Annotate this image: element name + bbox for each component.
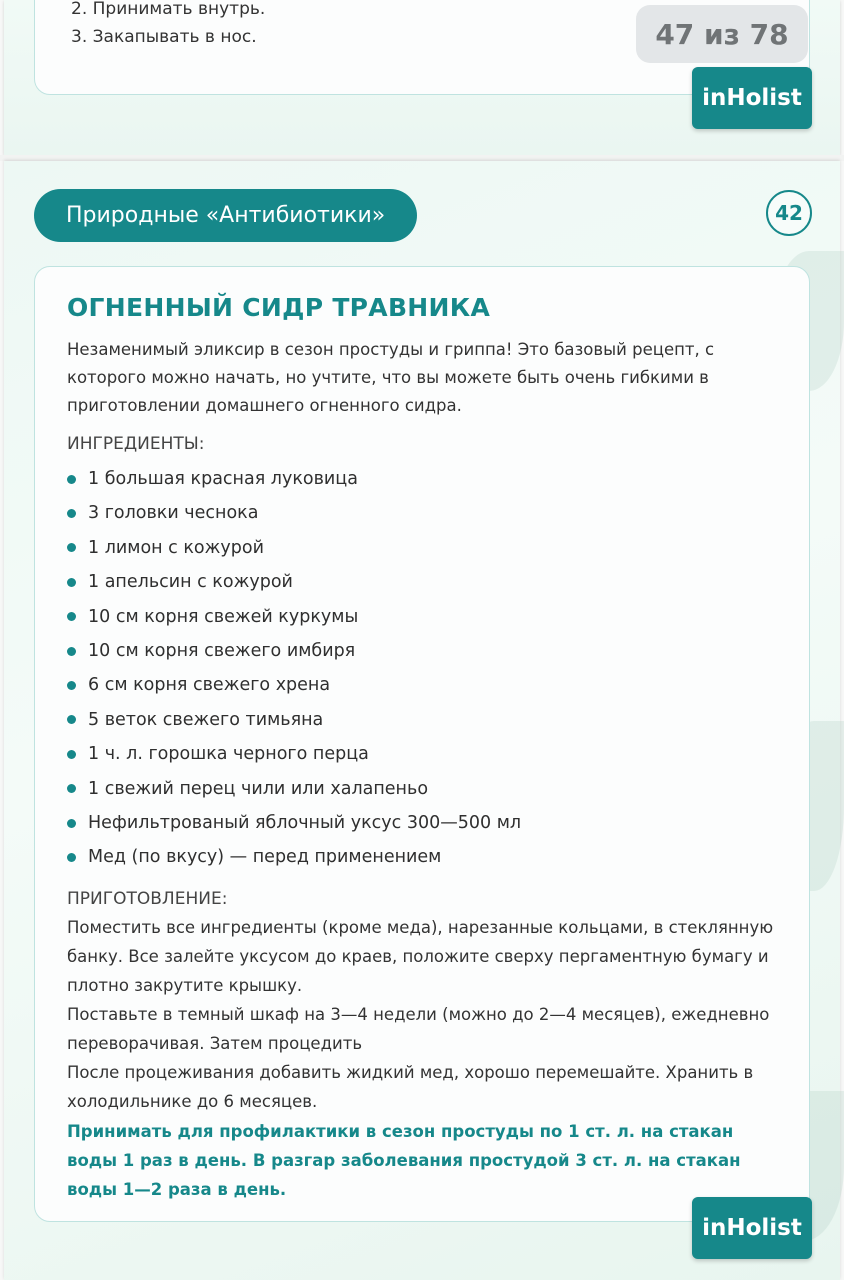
bullet-icon — [67, 543, 76, 552]
brand-logo: inHolist — [692, 67, 812, 129]
bullet-icon — [67, 819, 76, 828]
bullet-icon — [67, 853, 76, 862]
list-item: Нефильтрованый яблочный уксус 300—500 мл — [67, 806, 777, 840]
bullet-icon — [67, 647, 76, 656]
preparation-step: После процеживания добавить жидкий мед, хорошо перемешайте. Хранить в холодильнике до 6 месяцев. — [67, 1062, 754, 1111]
bullet-icon — [67, 578, 76, 587]
list-item: 2. Принимать внутрь. — [71, 0, 266, 19]
list-item: 10 см корня свежей куркумы — [67, 600, 777, 634]
list-item: 1 большая красная луковица — [67, 462, 777, 496]
bullet-icon — [67, 475, 76, 484]
bullet-icon — [67, 750, 76, 759]
dosage-instructions: Принимать для профилактики в сезон простуды по 1 ст. л. на стакан воды 1 раз в день. В разгар заболевания простудой 3 ст. л. на стакан воды 1—2 раза в день. — [67, 1121, 741, 1199]
recipe-card — [34, 266, 810, 1222]
recipe-intro: Незаменимый эликсир в сезон простуды и гриппа! Это базовый рецепт, с которого можно начать, но учтите, что вы можете быть очень гибкими в приготовлении домашнего огненного сидра. — [67, 340, 715, 415]
list-item: 3. Закапывать в нос. — [71, 27, 257, 47]
bullet-icon — [67, 612, 76, 621]
list-item: Мед (по вкусу) — перед применением — [67, 840, 777, 874]
page-counter: 47 из 78 — [636, 5, 808, 63]
ingredients-list — [67, 462, 777, 875]
section-title: Природные «Антибиотики» — [34, 189, 417, 242]
recipe-page — [4, 161, 840, 1280]
bullet-icon — [67, 509, 76, 518]
ingredients-heading: ИНГРЕДИЕНТЫ: — [67, 434, 205, 454]
preparation-step: Поставьте в темный шкаф на 3—4 недели (можно до 2—4 месяцев), ежедневно переворачивая. Затем процедить — [67, 1004, 770, 1053]
bullet-icon — [67, 784, 76, 793]
brand-logo: inHolist — [692, 1197, 812, 1259]
preparation-heading: ПРИГОТОВЛЕНИЕ: — [67, 888, 228, 909]
bullet-icon — [67, 715, 76, 724]
page-number: 42 — [766, 190, 812, 236]
previous-usage-list — [71, 0, 265, 51]
list-item: 6 см корня свежего хрена — [67, 668, 777, 702]
list-item: 1 апельсин с кожурой — [67, 565, 777, 599]
list-item: 3 головки чеснока — [67, 496, 777, 530]
list-item: 1 свежий перец чили или халапеньо — [67, 772, 777, 806]
list-item: 1 лимон с кожурой — [67, 531, 777, 565]
preparation-step: Поместить все ингредиенты (кроме меда), нарезанные кольцами, в стеклянную банку. Все залейте уксусом до краев, положите сверху пергаментную бумагу и плотно закрутите крышку. — [67, 917, 774, 995]
list-item: 1 ч. л. горошка черного перца — [67, 737, 777, 771]
list-item: 5 веток свежего тимьяна — [67, 703, 777, 737]
bullet-icon — [67, 681, 76, 690]
list-item: 10 см корня свежего имбиря — [67, 634, 777, 668]
recipe-title: ОГНЕННЫЙ СИДР ТРАВНИКА — [67, 293, 491, 322]
